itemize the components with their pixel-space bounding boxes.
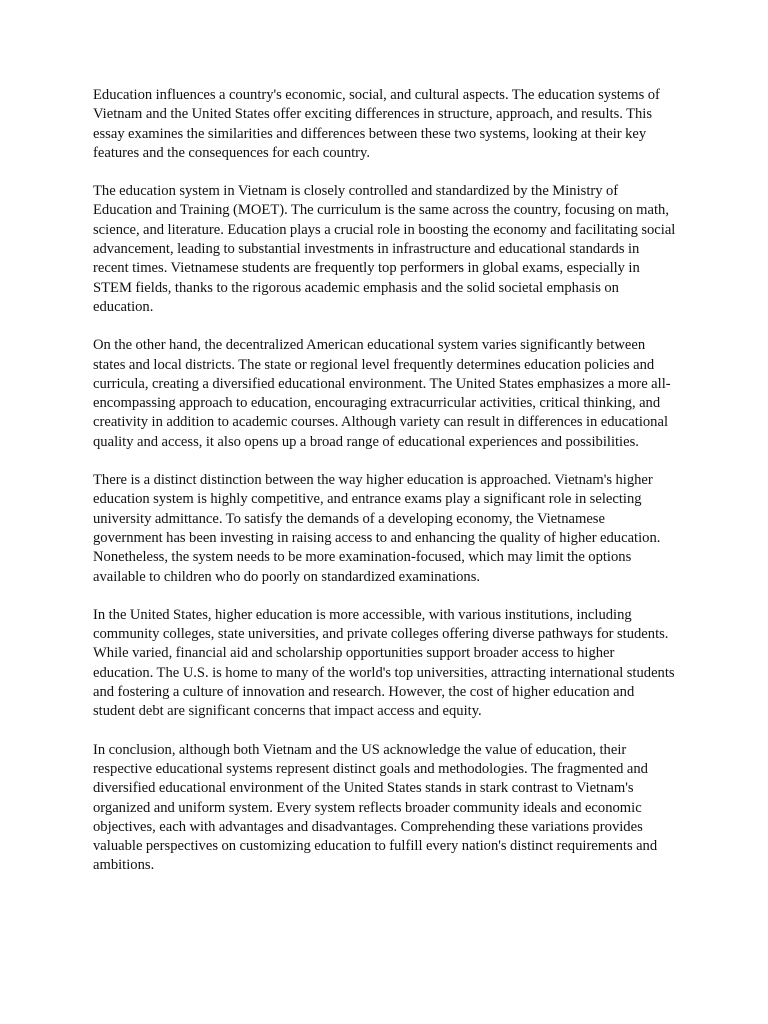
- paragraph-vietnam-system: The education system in Vietnam is closely controlled and standardized by the Ministry of Education and Training (MOET). The curriculum is the same across the country, focusing on math, science, and literature. Education plays a crucial role in boosting the economy and facilitating social advancement, leading to substantial investments in infrastructure and educational standards in recent times. Vietnamese students are frequently top performers in global exams, especially in STEM fields, thanks to the rigorous academic emphasis and the solid societal emphasis on education.: [93, 183, 676, 315]
- paragraph-intro: Education influences a country's economic, social, and cultural aspects. The education systems of Vietnam and the United States offer exciting differences in structure, approach, and results. This essay examines the similarities and differences between these two systems, looking at their key features and the consequences for each country.: [93, 87, 660, 161]
- paragraph-conclusion: In conclusion, although both Vietnam and the US acknowledge the value of education, their respective educational systems represent distinct goals and methodologies. The fragmented and diversified educational environment of the United States stands in stark contrast to Vietnam's organized and uniform system. Every system reflects broader community ideals and economic objectives, each with advantages and disadvantages. Comprehending these variations provides valuable perspectives on customizing education to fulfill every nation's distinct requirements and ambitions.: [93, 741, 658, 874]
- paragraph-vietnam-higher-education: There is a distinct distinction between the way higher education is approached. Vietnam's higher education system is highly competitive, and entrance exams play a significant role in selecting university admittance. To satisfy the demands of a developing economy, the Vietnamese government has been investing in raising access to and enhancing the quality of higher education. Nonetheless, the system needs to be more examination-focused, which may limit the options available to children who do poorly on standardized examinations.: [93, 472, 661, 585]
- paragraph-us-higher-education: In the United States, higher education is more accessible, with various institutions, including community colleges, state universities, and private colleges offering diverse pathways for students. While varied, financial aid and scholarship opportunities support broader access to higher education. The U.S. is home to many of the world's top universities, attracting international students and fostering a culture of innovation and research. However, the cost of higher education and student debt are significant concerns that impact access and equity.: [93, 606, 675, 720]
- document-page: [93, 86, 677, 895]
- paragraph-us-system: On the other hand, the decentralized American educational system varies significantly between states and local districts. The state or regional level frequently determines education policies and curricula, creating a diversified educational environment. The United States emphasizes a more all-encompassing approach to education, encouraging extracurricular activities, critical thinking, and creativity in addition to academic courses. Although variety can result in differences in educational quality and access, it also opens up a broad range of educational experiences and possibilities.: [93, 337, 671, 450]
